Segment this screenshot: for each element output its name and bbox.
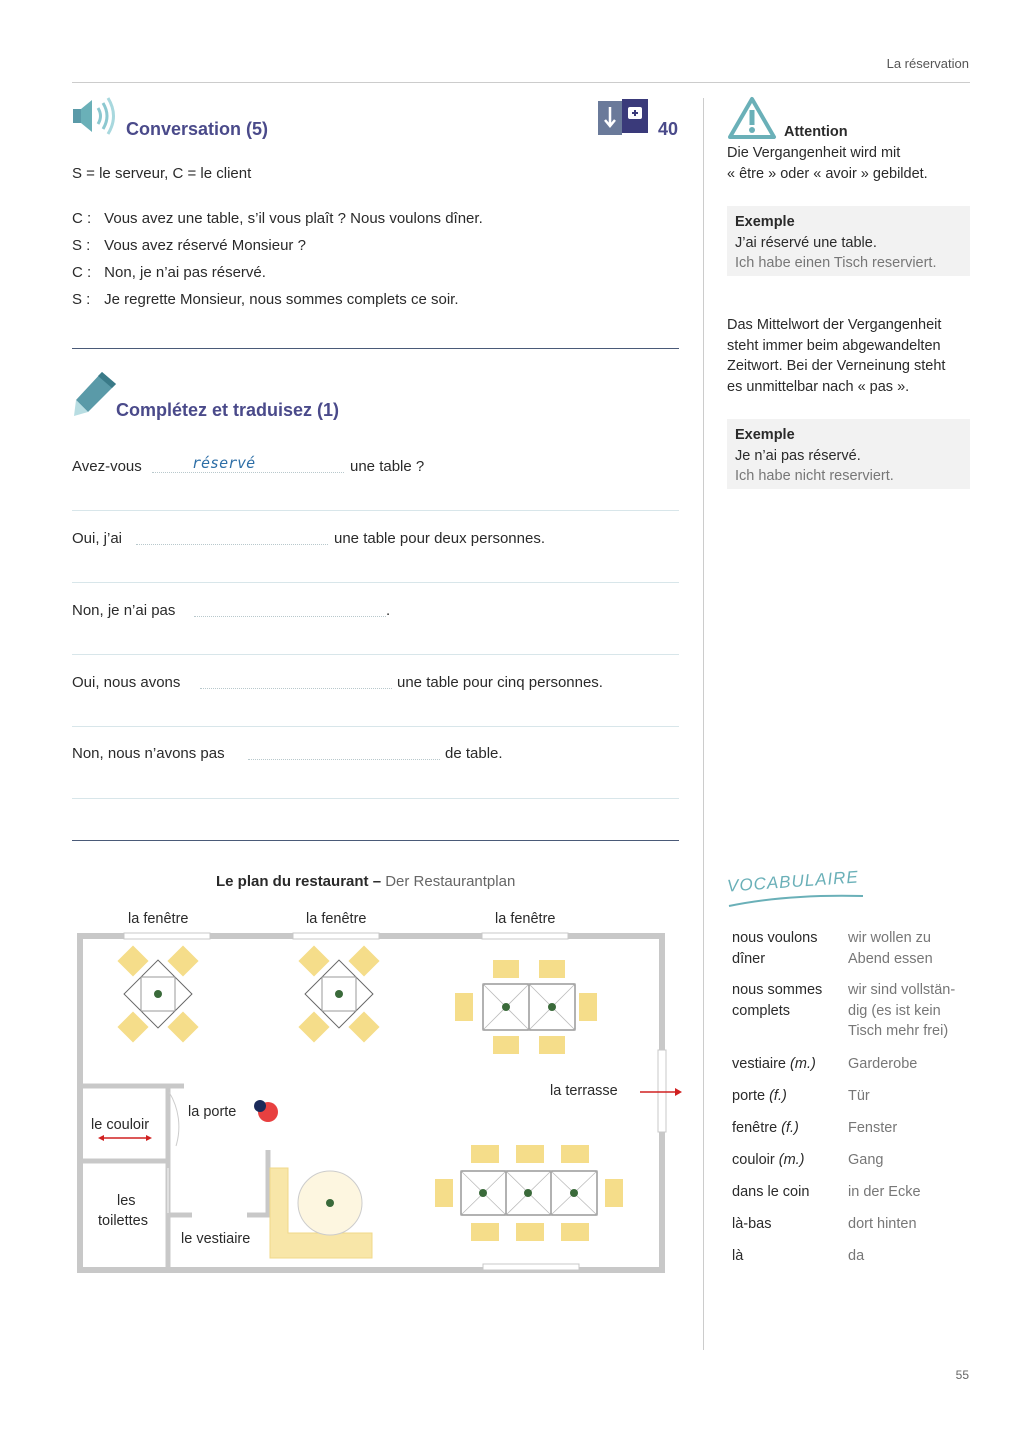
attention-paragraph: steht immer beim abgewandelten <box>727 338 941 354</box>
vocabulary-entry <box>732 1182 978 1204</box>
cloakroom-label: le vestiaire <box>181 1231 251 1247</box>
answer-blank[interactable] <box>248 758 440 760</box>
example-box <box>727 206 970 276</box>
terrace-label: la terrasse <box>550 1083 618 1099</box>
exercise-item <box>72 582 679 655</box>
track-number: 40 <box>658 119 679 139</box>
conversation-title: Conversation (5) <box>126 119 269 139</box>
vocabulary-entry <box>732 1118 978 1140</box>
vocab-french: nous sommes complets <box>732 982 823 1019</box>
toilets-label: les <box>117 1193 136 1209</box>
window <box>482 933 568 939</box>
window <box>124 933 210 939</box>
example-german: Ich habe nicht reserviert. <box>735 468 894 484</box>
vocab-german: wir wollen zu Abend essen <box>848 930 933 967</box>
attention-text: « être » oder « avoir » gebildet. <box>727 166 928 182</box>
exercise-prompt: Avez-vous <box>72 458 142 475</box>
plan-title: Le plan du restaurant – <box>216 873 382 890</box>
attention-paragraph: Das Mittelwort der Vergangenheit <box>727 317 942 333</box>
answer-blank[interactable] <box>194 615 386 617</box>
vocab-french: vestiaire (m.) <box>732 1056 816 1072</box>
toilets-label: toilettes <box>98 1213 148 1229</box>
vocabulary-entry <box>732 980 978 1046</box>
column-divider <box>703 98 704 1350</box>
answer-blank[interactable] <box>200 687 392 689</box>
speaker-legend: S = le serveur, C = le client <box>72 165 252 182</box>
exercise-prompt: Non, je n’ai pas <box>72 602 176 619</box>
vocab-german: Tür <box>848 1088 870 1104</box>
exercise-item <box>72 726 679 799</box>
section-divider <box>72 348 679 349</box>
vocab-french: porte (f.) <box>732 1088 787 1104</box>
vocabulary-entry <box>732 1214 978 1236</box>
exercise-item <box>72 438 679 511</box>
vocab-german: in der Ecke <box>848 1184 921 1200</box>
corridor-label: le couloir <box>91 1117 150 1133</box>
page-number: 55 <box>955 1368 969 1382</box>
example-french: Je n’ai pas réservé. <box>735 447 861 464</box>
dialogue-text: Vous avez une table, s’il vous plaît ? Nous voulons dîner. <box>104 210 483 227</box>
vocab-german: Fenster <box>848 1120 898 1136</box>
plan-caption <box>216 873 515 890</box>
exercise-title: Complétez et traduisez (1) <box>116 400 340 420</box>
exercise-continuation: une table pour deux personnes. <box>334 530 545 547</box>
example-label: Exemple <box>735 214 795 230</box>
vocabulary-entry <box>732 1150 978 1172</box>
vocabulary-entry <box>732 1246 978 1268</box>
exercise-prompt: Oui, j’ai <box>72 530 123 547</box>
dialogue-speaker: C : <box>72 210 92 227</box>
example-french: J’ai réservé une table. <box>735 234 877 251</box>
attention-text: Die Vergangenheit wird mit <box>727 145 901 161</box>
attention-title: Attention <box>784 124 848 140</box>
exercise-item <box>72 510 679 583</box>
dialogue-line <box>72 264 266 281</box>
example-german: Ich habe einen Tisch reserviert. <box>735 255 937 271</box>
page-section-title: La réservation <box>886 56 969 71</box>
warning-icon <box>727 96 777 145</box>
vocab-french: là <box>732 1248 744 1264</box>
speaker-icon[interactable] <box>72 96 118 141</box>
vocab-french: dans le coin <box>732 1184 810 1200</box>
table-four-seats <box>298 945 379 1042</box>
vocabulary-entry <box>732 928 978 988</box>
dialogue-text: Vous avez réservé Monsieur ? <box>104 237 306 254</box>
header-divider <box>72 82 970 83</box>
exercise-continuation: une table ? <box>350 458 425 475</box>
restaurant-floor-plan <box>72 928 692 1280</box>
vocab-german: Garderobe <box>848 1056 918 1072</box>
exercise-continuation: . <box>386 602 391 619</box>
vocab-french: fenêtre (f.) <box>732 1120 799 1136</box>
window-label: la fenêtre <box>306 911 367 927</box>
vocab-french: couloir (m.) <box>732 1152 805 1168</box>
exercise-prompt: Oui, nous avons <box>72 674 181 691</box>
window-label: la fenêtre <box>128 911 189 927</box>
vocab-german: dort hinten <box>848 1216 917 1232</box>
plan-subtitle: Der Restaurantplan <box>385 873 516 890</box>
vocabulary-entry <box>732 1054 978 1076</box>
vocab-german: Gang <box>848 1152 884 1168</box>
vocab-german: da <box>848 1248 865 1264</box>
table-four-seats <box>117 945 198 1042</box>
vocabulary-underline <box>727 890 867 910</box>
dialogue-line <box>72 237 306 254</box>
window <box>483 1264 579 1270</box>
window-label: la fenêtre <box>495 911 556 927</box>
exercise-prompt: Non, nous n’avons pas <box>72 745 225 762</box>
exercise-continuation: de table. <box>445 745 503 762</box>
vocab-french: là-bas <box>732 1216 772 1232</box>
section-divider <box>72 840 679 841</box>
dialogue-speaker: C : <box>72 264 92 281</box>
flower-icon <box>326 1199 334 1207</box>
terrace-door <box>658 1050 666 1132</box>
answer-blank[interactable] <box>136 543 328 545</box>
attention-paragraph: Zeitwort. Bei der Verneinung steht <box>727 358 946 374</box>
dialogue-text: Non, je n’ai pas réservé. <box>104 264 266 281</box>
vocabulary-entry <box>732 1086 978 1108</box>
example-box <box>727 419 970 489</box>
dialogue-text: Je regrette Monsieur, nous sommes complets ce soir. <box>104 291 459 308</box>
exercise-continuation: une table pour cinq personnes. <box>397 674 603 691</box>
dialogue-line <box>72 291 459 308</box>
vocabulary-title: VOCABULAIRE <box>726 867 860 896</box>
pencil-icon <box>72 370 118 423</box>
audio-track-icon[interactable] <box>598 99 650 142</box>
vocab-german: wir sind vollstän- dig (es ist kein Tisch mehr frei) <box>848 982 956 1039</box>
vocab-french: nous voulons dîner <box>732 930 818 967</box>
attention-paragraph: es unmittelbar nach « pas ». <box>727 379 910 395</box>
exercise-item <box>72 654 679 727</box>
dialogue-line <box>72 210 483 227</box>
dialogue-speaker: S : <box>72 237 91 254</box>
door-label: la porte <box>188 1104 237 1120</box>
answer-text: réservé <box>192 454 256 472</box>
dialogue-speaker: S : <box>72 291 91 308</box>
window <box>293 933 379 939</box>
example-label: Exemple <box>735 427 795 443</box>
